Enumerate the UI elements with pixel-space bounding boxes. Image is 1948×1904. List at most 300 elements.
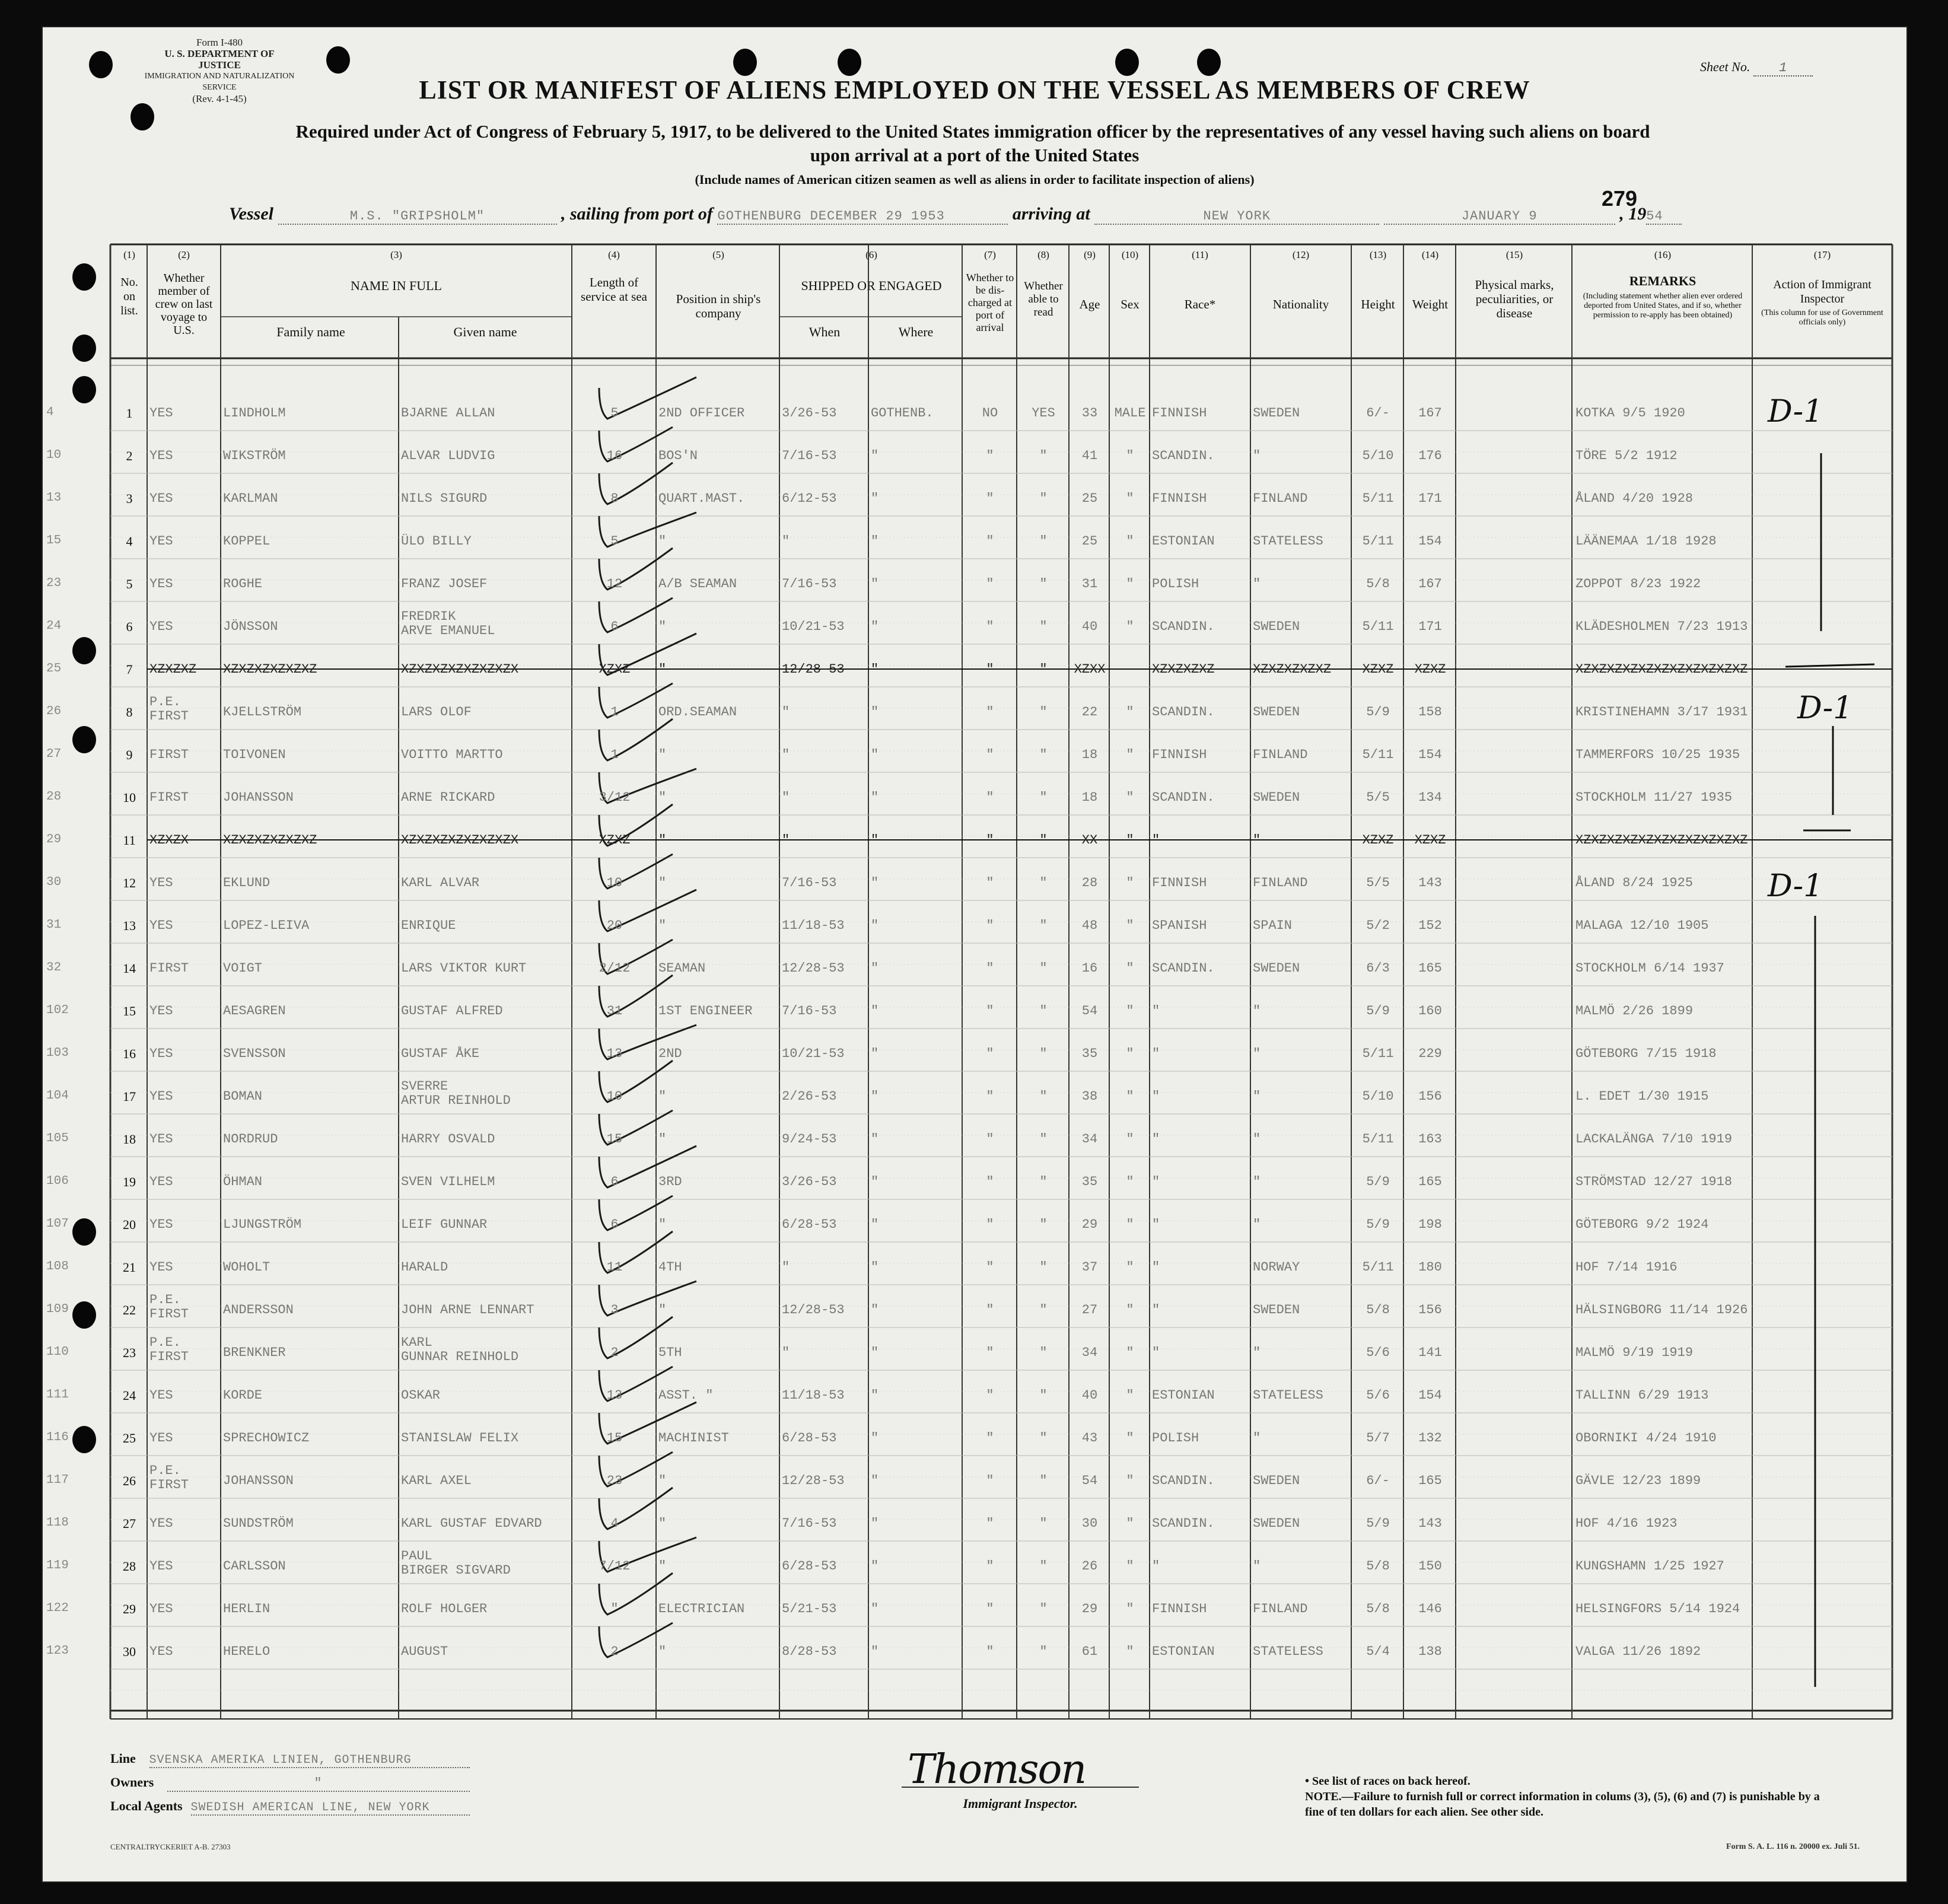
cell-ht: 5/8 (1366, 1601, 1390, 1616)
cell-svc: XZXZ (599, 833, 631, 848)
cell-wt: 152 (1418, 918, 1442, 933)
cell-wt: 143 (1418, 875, 1442, 890)
cell-read: " (1039, 1473, 1048, 1488)
arrival-port: NEW YORK (1094, 209, 1379, 225)
cell-given: KARL ALVAR (401, 875, 480, 890)
cell-dis: " (986, 1601, 994, 1616)
cell-age: 48 (1081, 918, 1098, 933)
cell-age: 29 (1081, 1601, 1098, 1616)
action-mark-1: D-1 (1768, 394, 1823, 429)
cell-dis: " (986, 918, 994, 933)
cell-when: 9/24-53 (782, 1132, 837, 1147)
cell-ht: 5/4 (1366, 1644, 1390, 1659)
inspector-label: Immigrant Inspector. (963, 1796, 1078, 1811)
cell-sex: " (1126, 1132, 1134, 1147)
cell-where: " (871, 875, 879, 890)
cell-svc: 13 (606, 1046, 623, 1061)
cell-rem: GÖTEBORG 9/2 1924 (1575, 1217, 1709, 1232)
margin-number: 32 (46, 961, 62, 975)
margin-number: 25 (46, 662, 62, 676)
footer-owners-field (110, 1775, 470, 1792)
cell-ht: 5/7 (1366, 1431, 1390, 1445)
cell-read: " (1039, 833, 1048, 848)
cell-nat: STATELESS (1253, 534, 1323, 549)
cell-given: ARNE RICKARD (401, 790, 495, 805)
subtitle-act: Required under Act of Congress of February 5, 1917, to be delivered to the United States immigration officer by the representatives of any vessel having such aliens on board (295, 121, 1650, 142)
cell-race: " (1152, 1260, 1160, 1275)
cell-crew: YES (149, 619, 173, 634)
col-9-header: Age (1079, 297, 1100, 311)
row-number: 6 (126, 619, 133, 634)
cell-crew: YES (149, 1559, 173, 1574)
cell-pos: ORD.SEAMAN (658, 705, 737, 719)
cell-rem: HOF 4/16 1923 (1575, 1516, 1678, 1531)
cell-when: 12/28-53 (782, 961, 845, 976)
cell-sex: " (1126, 1431, 1134, 1445)
col-10-header: Sex (1121, 297, 1139, 311)
cell-when: " (782, 1260, 790, 1275)
cell-race: ESTONIAN (1152, 1644, 1215, 1659)
cell-dis: " (986, 662, 994, 677)
cell-svc: 23 (606, 1473, 623, 1488)
cell-race: " (1152, 1004, 1160, 1018)
cell-dis: " (986, 790, 994, 805)
cell-sex: " (1126, 1345, 1134, 1360)
revision: (Rev. 4-1-45) (192, 93, 247, 104)
cell-nat: " (1253, 1559, 1261, 1574)
cell-sex: " (1126, 1046, 1134, 1061)
col-6-header: SHIPPED OR ENGAGED (801, 278, 942, 293)
col-12-number: (12) (1292, 249, 1310, 260)
cell-where: " (871, 747, 879, 762)
cell-rem: HELSINGFORS 5/14 1924 (1575, 1601, 1740, 1616)
row-number: 25 (123, 1431, 136, 1445)
cell-dis: " (986, 1174, 994, 1189)
cell-wt: XZXZ (1414, 662, 1446, 677)
cell-svc: 20 (606, 918, 623, 933)
col-3b-header: Given name (453, 324, 517, 339)
cell-given: GUSTAF ALFRED (401, 1004, 503, 1018)
cell-when: 7/16-53 (782, 1004, 837, 1018)
cell-nat: " (1253, 1345, 1261, 1360)
col-12-header: Nationality (1272, 297, 1329, 311)
cell-when: 12/28-53 (782, 1473, 845, 1488)
cell-pos: " (658, 918, 667, 933)
cell-when: 12/28-53 (782, 662, 845, 677)
cell-sex: " (1126, 833, 1134, 848)
cell-dis: " (986, 1217, 994, 1232)
cell-rem: KLÄDESHOLMEN 7/23 1913 (1575, 619, 1748, 634)
cell-sex: " (1126, 534, 1134, 549)
row-number: 3 (126, 491, 133, 506)
owners-label: Owners (110, 1775, 154, 1790)
cell-wt: 154 (1418, 747, 1442, 762)
cell-rem: HÄLSINGBORG 11/14 1926 (1575, 1303, 1748, 1317)
cell-rem: L. EDET 1/30 1915 (1575, 1089, 1709, 1104)
cell-race: SCANDIN. (1152, 1473, 1215, 1488)
row-number: 14 (123, 961, 136, 976)
cell-race: POLISH (1152, 577, 1199, 591)
cell-rem: KRISTINEHAMN 3/17 1931 (1575, 705, 1748, 719)
col-7-number: (7) (984, 249, 996, 260)
cell-pos: " (658, 1473, 667, 1488)
cell-read: YES (1032, 406, 1055, 421)
cell-sex: " (1126, 1260, 1134, 1275)
col-4-header: Length of service at sea (581, 275, 647, 304)
cell-when: 6/28-53 (782, 1559, 837, 1574)
cell-ht: 5/8 (1366, 577, 1390, 591)
col-16-header: REMARKS (1629, 273, 1696, 288)
cell-nat: STATELESS (1253, 1644, 1323, 1659)
margin-number: 119 (46, 1559, 69, 1572)
cell-ht: 6/- (1366, 1473, 1390, 1488)
cell-nat: SWEDEN (1253, 1473, 1300, 1488)
cell-race: SCANDIN. (1152, 790, 1215, 805)
cell-read: " (1039, 1260, 1048, 1275)
cell-given: OSKAR (401, 1388, 441, 1403)
cell-sex: " (1126, 875, 1134, 890)
margin-number: 102 (46, 1004, 69, 1017)
cell-rem: KOTKA 9/5 1920 (1575, 406, 1685, 421)
cell-pos: 5TH (658, 1345, 682, 1360)
cell-pos: " (658, 1559, 667, 1574)
cell-dis: " (986, 1132, 994, 1147)
col-5-number: (5) (712, 249, 724, 260)
year-prefix: , 19 (1619, 204, 1647, 224)
form-number: Form I-480 (196, 37, 243, 48)
cell-pos: 2ND (658, 1046, 682, 1061)
cell-nat: " (1253, 1174, 1261, 1189)
cell-age: 22 (1081, 705, 1098, 719)
cell-age: 31 (1081, 577, 1098, 591)
footer-agents-field (110, 1798, 470, 1816)
departure-port-date: GOTHENBURG DECEMBER 29 1953 (717, 209, 1008, 225)
cell-crew: YES (149, 406, 173, 421)
cell-ht: 5/11 (1362, 1132, 1394, 1147)
cell-given: VOITTO MARTTO (401, 747, 503, 762)
cell-where: " (871, 1260, 879, 1275)
cell-sex: " (1126, 1217, 1134, 1232)
cell-when: 3/26-53 (782, 1174, 837, 1189)
department: U. S. DEPARTMENT OF JUSTICE (164, 48, 275, 71)
cell-race: SCANDIN. (1152, 448, 1215, 463)
col-8-number: (8) (1037, 249, 1049, 260)
cell-wt: 134 (1418, 790, 1442, 805)
cell-dis: " (986, 1303, 994, 1317)
vessel-label: Vessel (229, 204, 273, 224)
cell-when: 7/16-53 (782, 577, 837, 591)
cell-sex: " (1126, 1089, 1134, 1104)
cell-age: 25 (1081, 491, 1098, 506)
cell-where: " (871, 961, 879, 976)
row-number: 17 (123, 1089, 136, 1104)
cell-given: HARALD (401, 1260, 448, 1275)
cell-sex: " (1126, 1601, 1134, 1616)
cell-age: 43 (1081, 1431, 1098, 1445)
cell-rem: GÖTEBORG 7/15 1918 (1575, 1046, 1717, 1061)
cell-age: 34 (1081, 1345, 1098, 1360)
cell-age: 16 (1081, 961, 1098, 976)
cell-fam: BRENKNER (223, 1345, 286, 1360)
cell-crew: YES (149, 1260, 173, 1275)
cell-fam: ÖHMAN (223, 1174, 263, 1189)
cell-wt: 141 (1418, 1345, 1442, 1360)
cell-fam: CARLSSON (223, 1559, 286, 1574)
footer-line-field (110, 1751, 470, 1768)
cell-sex: " (1126, 1388, 1134, 1403)
cell-where: " (871, 1089, 879, 1104)
cell-nat: SWEDEN (1253, 406, 1300, 421)
cell-when: 10/21-53 (782, 619, 845, 634)
cell-pos: " (658, 1516, 667, 1531)
cell-ht: 5/11 (1362, 534, 1394, 549)
cell-pos: " (658, 1303, 667, 1317)
cell-wt: 154 (1418, 534, 1442, 549)
cell-pos: 4TH (658, 1260, 682, 1275)
cell-svc: 31 (606, 1004, 623, 1018)
cell-fam: AESAGREN (223, 1004, 286, 1018)
col-5-header: Position in ship's company (676, 292, 761, 320)
cell-wt: 156 (1418, 1303, 1442, 1317)
printer-imprint: CENTRALTRYCKERIET A-B. 27303 (110, 1842, 231, 1851)
cell-where: " (871, 1431, 879, 1445)
cell-given: KARL AXEL (401, 1473, 472, 1488)
cell-race: " (1152, 1345, 1160, 1360)
cell-when: " (782, 534, 790, 549)
cell-given: KARL GUSTAF EDVARD (401, 1516, 542, 1531)
cell-nat: SWEDEN (1253, 619, 1300, 634)
col-6b-header: Where (898, 324, 934, 339)
cell-read: " (1039, 491, 1048, 506)
col-3-number: (3) (390, 249, 402, 260)
cell-age: 37 (1081, 1260, 1098, 1275)
cell-wt: 163 (1418, 1132, 1442, 1147)
col-17-number: (17) (1813, 249, 1831, 260)
cell-pos: ELECTRICIAN (658, 1601, 745, 1616)
cell-wt: 165 (1418, 1174, 1442, 1189)
cell-pos: " (658, 662, 667, 677)
cell-given: XZXZXZXZXZXZXZX (401, 662, 519, 677)
col-14-header: Weight (1412, 297, 1449, 311)
cell-svc: 15 (606, 1132, 623, 1147)
note-text: Failure to furnish full or correct information in colums (3), (5), (6) and (7) is punishable by a fine of ten dollars for each alien. See other side. (1305, 1790, 1820, 1819)
cell-rem: XZXZXZXZXZXZXZXZXZXZXZ (1575, 662, 1748, 677)
cell-crew: YES (149, 577, 173, 591)
cell-given: KARL GUNNAR REINHOLD (401, 1336, 519, 1364)
cell-dis: " (986, 1004, 994, 1018)
cell-read: " (1039, 1559, 1048, 1574)
cell-fam: XZXZXZXZXZXZ (223, 662, 317, 677)
cell-wt: 229 (1418, 1046, 1442, 1061)
cell-wt: 138 (1418, 1644, 1442, 1659)
cell-ht: 5/9 (1366, 705, 1390, 719)
row-number: 10 (123, 790, 136, 805)
cell-age: XX (1081, 833, 1098, 848)
cell-pos: " (658, 1089, 667, 1104)
cell-pos: " (658, 619, 667, 634)
cell-rem: LÄÄNEMAA 1/18 1928 (1575, 534, 1717, 549)
cell-when: 2/26-53 (782, 1089, 837, 1104)
cell-when: " (782, 705, 790, 719)
cell-fam: HERELO (223, 1644, 270, 1659)
cell-wt: 165 (1418, 961, 1442, 976)
row-number: 22 (123, 1303, 136, 1317)
cell-where: " (871, 833, 879, 848)
line-label: Line (110, 1751, 136, 1766)
cell-wt: 180 (1418, 1260, 1442, 1275)
cell-fam: SUNDSTRÖM (223, 1516, 294, 1531)
margin-number: 4 (46, 406, 54, 419)
cell-fam: TOIVONEN (223, 747, 286, 762)
cell-ht: 5/2 (1366, 918, 1390, 933)
cell-wt: 176 (1418, 448, 1442, 463)
cell-pos: " (658, 790, 667, 805)
cell-svc: 12 (606, 577, 623, 591)
subtitle-instruction: (Include names of American citizen seamen as well as aliens in order to facilitate inspection of aliens) (695, 172, 1255, 187)
cell-wt: 160 (1418, 1004, 1442, 1018)
cell-read: " (1039, 1516, 1048, 1531)
cell-dis: " (986, 1046, 994, 1061)
cell-age: 35 (1081, 1174, 1098, 1189)
cell-age: 40 (1081, 619, 1098, 634)
cell-read: " (1039, 961, 1048, 976)
cell-dis: " (986, 534, 994, 549)
cell-svc: XZXZ (599, 662, 631, 677)
cell-ht: 6/- (1366, 406, 1390, 421)
cell-ht: 5/6 (1366, 1345, 1390, 1360)
margin-number: 30 (46, 875, 62, 889)
cell-given: JOHN ARNE LENNART (401, 1303, 534, 1317)
cell-dis: " (986, 705, 994, 719)
arrival-date: JANUARY 9 (1384, 209, 1615, 225)
cell-dis: " (986, 448, 994, 463)
row-number: 7 (126, 662, 133, 677)
cell-rem: MALMÖ 2/26 1899 (1575, 1004, 1694, 1018)
margin-number: 109 (46, 1303, 69, 1316)
cell-where: " (871, 918, 879, 933)
cell-crew: YES (149, 1217, 173, 1232)
cell-given: LARS OLOF (401, 705, 472, 719)
cell-sex: " (1126, 1559, 1134, 1574)
margin-number: 118 (46, 1516, 69, 1530)
col-17-note: (This column for use of Government officials only) (1761, 308, 1883, 327)
cell-when: 11/18-53 (782, 918, 845, 933)
cell-sex: " (1126, 1516, 1134, 1531)
cell-when: 5/21-53 (782, 1601, 837, 1616)
cell-svc: 2 (610, 1644, 619, 1659)
agents-value: SWEDISH AMERICAN LINE, NEW YORK (191, 1801, 470, 1816)
cell-svc: 8 (610, 491, 619, 506)
cell-pos: " (658, 747, 667, 762)
cell-read: " (1039, 1217, 1048, 1232)
cell-read: " (1039, 875, 1048, 890)
margin-number: 105 (46, 1132, 69, 1145)
row-number: 27 (123, 1516, 136, 1531)
margin-number: 107 (46, 1217, 69, 1231)
cell-age: 33 (1081, 406, 1098, 421)
cell-svc: " (610, 1601, 619, 1616)
cell-where: " (871, 1388, 879, 1403)
cell-when: 6/28-53 (782, 1217, 837, 1232)
cell-fam: JOHANSSON (223, 790, 294, 805)
note-label: NOTE.— (1305, 1790, 1354, 1803)
cell-fam: KORDE (223, 1388, 263, 1403)
cell-fam: EKLUND (223, 875, 270, 890)
cell-wt: 171 (1418, 619, 1442, 634)
cell-when: " (782, 833, 790, 848)
cell-race: ESTONIAN (1152, 534, 1215, 549)
cell-given: SVERRE ARTUR REINHOLD (401, 1080, 511, 1108)
cell-read: " (1039, 619, 1048, 634)
cell-nat: FINLAND (1253, 875, 1308, 890)
margin-number: 106 (46, 1174, 69, 1188)
cell-where: " (871, 790, 879, 805)
cell-nat: " (1253, 1089, 1261, 1104)
row-number: 30 (123, 1644, 136, 1659)
cell-ht: XZXZ (1362, 833, 1394, 848)
col-1-header: No. on list. (120, 276, 138, 317)
cell-crew: YES (149, 1644, 173, 1659)
cell-dis: " (986, 1431, 994, 1445)
cell-race: FINNISH (1152, 491, 1207, 506)
cell-sex: " (1126, 1174, 1134, 1189)
cell-given: SVEN VILHELM (401, 1174, 495, 1189)
cell-crew: YES (149, 1516, 173, 1531)
cell-sex: " (1126, 747, 1134, 762)
cell-pos: BOS'N (658, 448, 698, 463)
cell-fam: SPRECHOWICZ (223, 1431, 310, 1445)
cell-age: 30 (1081, 1516, 1098, 1531)
cell-fam: KOPPEL (223, 534, 270, 549)
cell-rem: STRÖMSTAD 12/27 1918 (1575, 1174, 1733, 1189)
cell-sex: " (1126, 918, 1134, 933)
cell-pos: SEAMAN (658, 961, 706, 976)
col-16-number: (16) (1654, 249, 1672, 260)
cell-when: 8/28-53 (782, 1644, 837, 1659)
cell-nat: SPAIN (1253, 918, 1293, 933)
row-number: 16 (123, 1046, 136, 1061)
cell-svc: 10 (606, 1089, 623, 1104)
action-mark-2: D-1 (1797, 690, 1853, 726)
cell-nat: " (1253, 1004, 1261, 1018)
cell-fam: XZXZXZXZXZXZ (223, 833, 317, 848)
cell-given: PAUL BIRGER SIGVARD (401, 1549, 511, 1578)
cell-pos: " (658, 833, 667, 848)
cell-given: XZXZXZXZXZXZXZX (401, 833, 519, 848)
cell-ht: 5/5 (1366, 875, 1390, 890)
cell-ht: 5/11 (1362, 619, 1394, 634)
cell-given: NILS SIGURD (401, 491, 488, 506)
cell-given: LEIF GUNNAR (401, 1217, 488, 1232)
cell-crew: P.E. FIRST (149, 1464, 189, 1492)
cell-read: " (1039, 662, 1048, 677)
col-13-number: (13) (1369, 249, 1387, 260)
cell-wt: 198 (1418, 1217, 1442, 1232)
cell-given: ÜLO BILLY (401, 534, 472, 549)
cell-pos: " (658, 875, 667, 890)
cell-crew: YES (149, 875, 173, 890)
cell-read: " (1039, 1601, 1048, 1616)
cell-race: " (1152, 1046, 1160, 1061)
cell-crew: YES (149, 1388, 173, 1403)
cell-ht: 5/11 (1362, 491, 1394, 506)
cell-crew: P.E. FIRST (149, 695, 189, 724)
cell-dis: " (986, 491, 994, 506)
cell-dis: NO (982, 406, 998, 421)
cell-wt: 154 (1418, 1388, 1442, 1403)
cell-age: 35 (1081, 1046, 1098, 1061)
cell-age: 54 (1081, 1473, 1098, 1488)
